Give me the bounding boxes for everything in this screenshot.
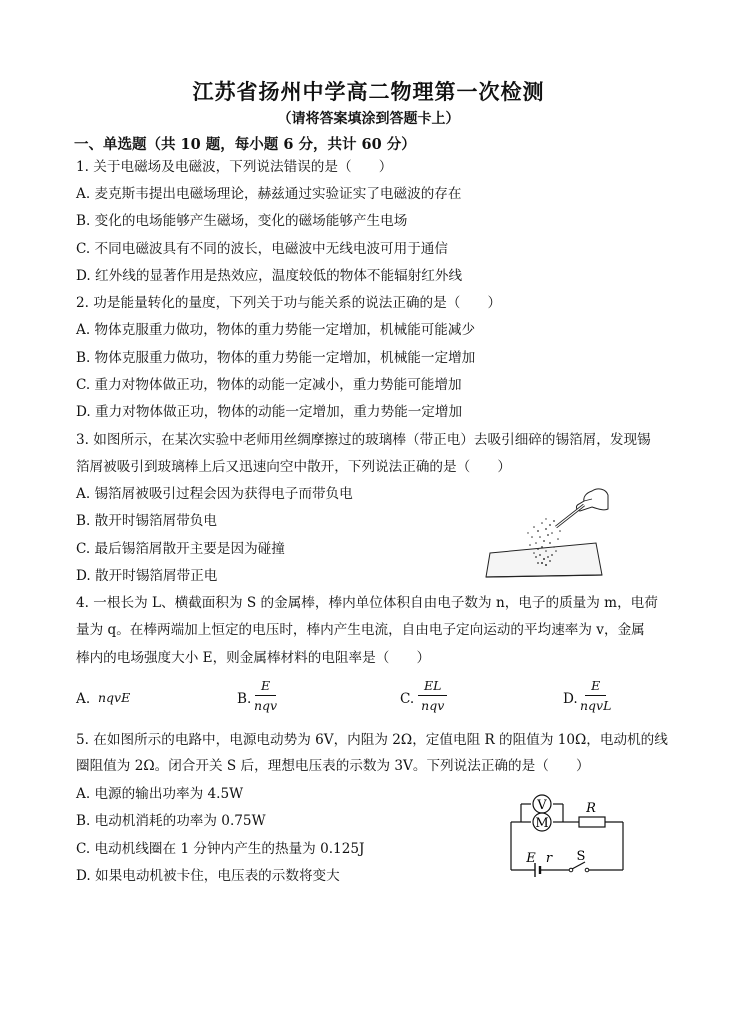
q5-circuit-diagram — [505, 784, 635, 880]
q3-option-c: C. 最后锡箔屑散开主要是因为碰撞 — [76, 541, 285, 557]
voltmeter-label: V — [537, 798, 547, 813]
q4-option-b-denominator: nqv — [254, 698, 278, 713]
q4-option-c-fraction — [418, 678, 447, 713]
q4-option-b-label: B. — [237, 691, 252, 707]
resistor-symbol — [579, 817, 605, 827]
q5-option-c: C. 电动机线圈在 1 分钟内产生的热量为 0.125J — [76, 841, 365, 857]
emf-label: E — [526, 851, 536, 866]
q2-stem: 2. 功是能量转化的量度，下列关于功与能关系的说法正确的是（ ） — [76, 295, 502, 311]
q3-figure-glass-rod — [480, 485, 610, 585]
q4-option-a-label: A. — [76, 691, 91, 707]
q1-stem: 1. 关于电磁场及电磁波，下列说法错误的是（ ） — [76, 159, 393, 175]
q4-option-c-numerator: EL — [418, 678, 447, 696]
q4-stem-line1: 4. 一根长为 L、横截面积为 S 的金属棒，棒内单位体积自由电子数为 n，电子的质量为 m，电荷 — [76, 595, 658, 611]
q2-option-b: B. 物体克服重力做功，物体的重力势能一定增加，机械能一定增加 — [76, 350, 476, 366]
q4-option-d-denominator: nqvL — [580, 698, 612, 713]
internal-resistance-label: r — [545, 851, 553, 866]
q2-option-c: C. 重力对物体做正功，物体的动能一定减小，重力势能可能增加 — [76, 377, 462, 393]
q2-option-a: A. 物体克服重力做功，物体的重力势能一定增加，机械能可能减少 — [76, 322, 476, 338]
q5-option-a: A. 电源的输出功率为 4.5W — [76, 786, 244, 802]
q5-stem-line1: 5. 在如图所示的电路中，电源电动势为 6V，内阻为 2Ω，定值电阻 R 的阻值为 10Ω，电动机的线 — [76, 732, 668, 748]
page-title: 江苏省扬州中学高二物理第一次检测 — [192, 79, 545, 104]
q4-stem-line2: 量为 q。在棒两端加上恒定的电压时，棒内产生电流，自由电子定向运动的平均速率为 v，金属 — [76, 622, 645, 638]
q4-stem-line3: 棒内的电场强度大小 E，则金属棒材料的电阻率是（ ） — [76, 650, 431, 666]
page-subtitle: （请将答案填涂到答题卡上） — [277, 111, 460, 127]
q3-option-b: B. 散开时锡箔屑带负电 — [76, 513, 217, 529]
q3-option-a: A. 锡箔屑被吸引过程会因为获得电子而带负电 — [76, 486, 353, 502]
q4-option-c-denominator: nqv — [421, 698, 445, 713]
q4-option-d-label: D. — [563, 691, 578, 707]
q4-option-b-fraction — [254, 678, 277, 713]
q3-option-d: D. 散开时锡箔屑带正电 — [76, 568, 218, 584]
resistor-label: R — [586, 801, 596, 816]
q5-option-b: B. 电动机消耗的功率为 0.75W — [76, 813, 266, 829]
q1-option-b: B. 变化的电场能够产生磁场，变化的磁场能够产生电场 — [76, 213, 408, 229]
q4-option-c-label: C. — [400, 691, 415, 707]
q5-option-d: D. 如果电动机被卡住，电压表的示数将变大 — [76, 868, 340, 884]
q2-option-d: D. 重力对物体做正功，物体的动能一定增加，重力势能一定增加 — [76, 404, 463, 420]
section-heading: 一、单选题（共 10 题，每小题 6 分，共计 60 分） — [74, 136, 416, 153]
switch-label: S — [576, 849, 586, 864]
q4-option-d-numerator: E — [585, 678, 606, 696]
q4-option-d-fraction — [580, 678, 611, 713]
q3-stem-line2: 箔屑被吸引到玻璃棒上后又迅速向空中散开，下列说法正确的是（ ） — [76, 459, 511, 475]
q4-option-a-expr: nqvE — [98, 690, 131, 705]
q1-option-d: D. 红外线的显著作用是热效应，温度较低的物体不能辐射红外线 — [76, 268, 463, 284]
q3-stem-line1: 3. 如图所示，在某次实验中老师用丝绸摩擦过的玻璃棒（带正电）去吸引细碎的锡箔屑，发现锡 — [76, 432, 651, 448]
q4-option-b-numerator: E — [255, 678, 276, 696]
q1-option-a: A. 麦克斯韦提出电磁场理论，赫兹通过实验证实了电磁波的存在 — [76, 186, 462, 202]
motor-label: M — [535, 816, 549, 831]
q5-stem-line2: 圈阻值为 2Ω。闭合开关 S 后，理想电压表的示数为 3V。下列说法正确的是（ ） — [76, 758, 590, 774]
q1-option-c: C. 不同电磁波具有不同的波长，电磁波中无线电波可用于通信 — [76, 241, 448, 257]
